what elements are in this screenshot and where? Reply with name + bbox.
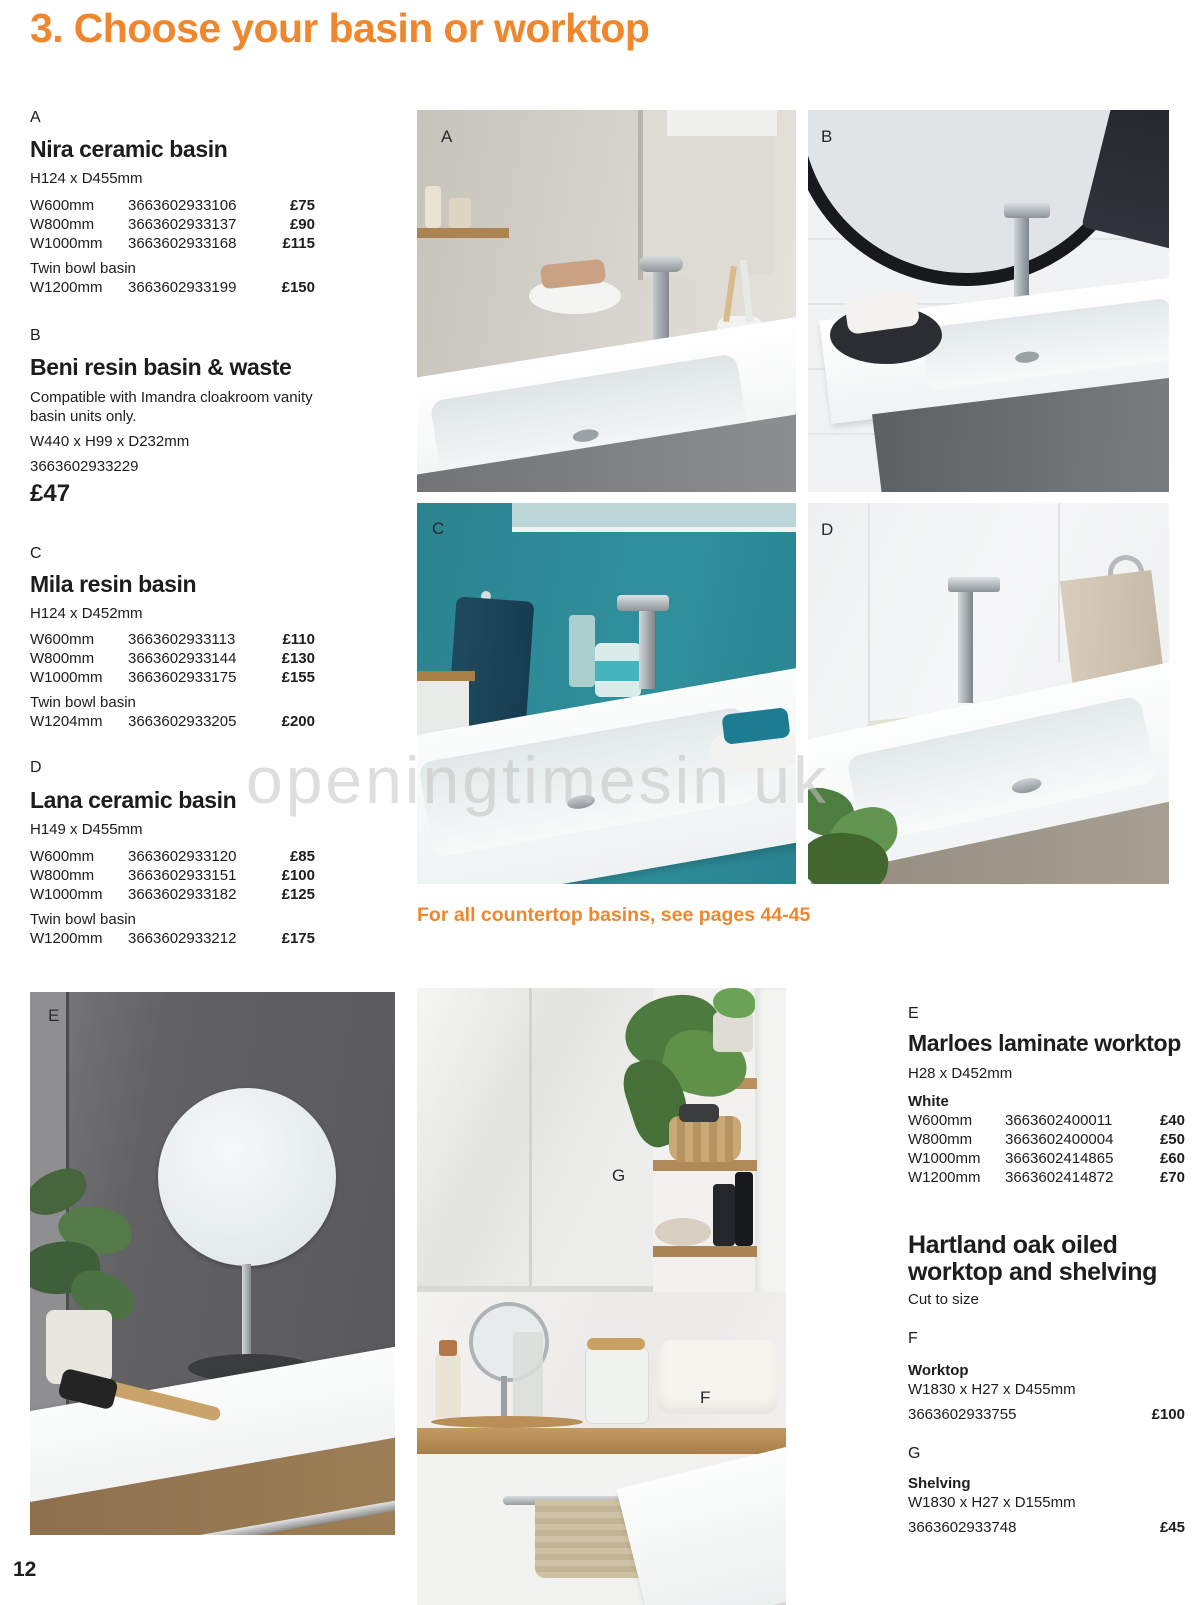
tap-spout <box>948 577 1000 592</box>
mirror-stem <box>242 1264 251 1366</box>
size: W800mm <box>30 650 95 667</box>
product-c-twin-label: Twin bowl basin <box>30 694 136 711</box>
sku: 3663602933113 <box>128 631 236 648</box>
sku: 3663602400004 <box>1005 1131 1114 1148</box>
price: £40 <box>1159 1112 1185 1129</box>
sku: 3663602933106 <box>128 197 237 214</box>
photo-marloes-worktop <box>30 992 395 1535</box>
tap-spout <box>639 256 683 272</box>
wall-cabinets <box>417 988 653 1290</box>
price: £125 <box>281 886 315 903</box>
sku: 3663602414872 <box>1005 1169 1114 1186</box>
section-d-letter: D <box>30 759 42 776</box>
sku: 3663602933120 <box>128 848 237 865</box>
photo-label-d: D <box>821 520 834 539</box>
sku: 3663602933755 <box>908 1406 1017 1423</box>
product-e-row <box>908 1130 1185 1149</box>
toiletry-bag <box>659 1340 777 1414</box>
sku: 3663602933182 <box>128 886 237 903</box>
product-e-row <box>908 1149 1185 1168</box>
basket <box>669 1116 741 1162</box>
product-c-row <box>30 630 315 649</box>
glass-bottle <box>569 615 595 687</box>
product-d-row <box>30 866 315 885</box>
product-d-name: Lana ceramic basin <box>30 787 237 813</box>
tap <box>639 599 655 689</box>
succulent <box>713 988 755 1018</box>
size: W800mm <box>30 867 95 884</box>
sku: 3663602933151 <box>128 867 237 884</box>
product-e-row <box>908 1168 1185 1187</box>
product-a-row <box>30 234 315 253</box>
price: £175 <box>281 930 315 947</box>
product-c-row <box>30 649 315 668</box>
product-a-dims: H124 x D455mm <box>30 170 143 187</box>
photo-lana-basin <box>808 503 1169 884</box>
sku: 3663602400011 <box>1005 1112 1113 1129</box>
mirror-frame <box>512 527 796 532</box>
hartland-note: Cut to size <box>908 1291 979 1308</box>
product-d-twin-label: Twin bowl basin <box>30 911 136 928</box>
product-c-row <box>30 712 315 731</box>
product-f-label: Worktop <box>908 1362 969 1379</box>
price: £130 <box>281 650 315 667</box>
size: W600mm <box>30 848 95 865</box>
jar-lid <box>587 1338 645 1350</box>
section-b-letter: B <box>30 327 41 344</box>
cabinet-door-gap <box>529 988 532 1290</box>
product-f-row <box>908 1405 1185 1424</box>
product-d-row <box>30 847 315 866</box>
photo-hartland-worktop-shelving <box>417 988 786 1605</box>
glass-bottle <box>513 1332 543 1420</box>
sku: 3663602933199 <box>128 279 237 296</box>
product-d-row <box>30 885 315 904</box>
size: W800mm <box>30 216 95 233</box>
photo-beni-basin <box>808 110 1169 492</box>
jar-label <box>595 661 641 681</box>
sku: 3663602414865 <box>1005 1150 1114 1167</box>
sku: 3663602933137 <box>128 216 237 233</box>
wood-shelf <box>417 228 509 238</box>
vanity-mirror <box>158 1088 336 1266</box>
product-a-row <box>30 215 315 234</box>
size: W600mm <box>908 1112 973 1129</box>
basin-bowl <box>921 298 1169 390</box>
product-a-twin-label: Twin bowl basin <box>30 260 136 277</box>
product-e-name: Marloes laminate worktop <box>908 1030 1181 1056</box>
price: £60 <box>1159 1150 1185 1167</box>
product-a-name: Nira ceramic basin <box>30 136 228 162</box>
page-number: 12 <box>13 1558 37 1581</box>
size: W1000mm <box>30 669 103 686</box>
price: £155 <box>281 669 315 686</box>
section-a-letter: A <box>30 109 41 126</box>
product-a-row <box>30 196 315 215</box>
tile-line <box>868 503 870 723</box>
section-e-letter: E <box>908 1005 919 1022</box>
black-bottle <box>713 1184 735 1246</box>
sku: 3663602933168 <box>128 235 237 252</box>
sku: 3663602933175 <box>128 669 237 686</box>
product-c-row <box>30 668 315 687</box>
tap <box>653 260 669 346</box>
photo-label-c: C <box>432 519 445 538</box>
bottle <box>425 186 441 228</box>
product-c-dims: H124 x D452mm <box>30 605 143 622</box>
product-e-row <box>908 1111 1185 1130</box>
photo-nira-basin <box>417 110 796 492</box>
oak-worktop <box>417 1428 786 1454</box>
dark-item <box>679 1104 719 1122</box>
photo-label-e: E <box>48 1006 60 1025</box>
cotton-jar <box>585 1346 649 1424</box>
size: W1200mm <box>908 1169 981 1186</box>
size: W1204mm <box>30 713 103 730</box>
sku: 3663602933212 <box>128 930 237 947</box>
size: W800mm <box>908 1131 973 1148</box>
tap <box>958 581 973 703</box>
jar <box>449 198 471 228</box>
bottle-cap <box>439 1340 457 1356</box>
tap-spout <box>617 595 669 611</box>
oak-shelf <box>653 1246 757 1257</box>
price: £70 <box>1159 1169 1185 1186</box>
product-b-sku: 3663602933229 <box>30 458 139 475</box>
product-g-label: Shelving <box>908 1475 971 1492</box>
product-e-finish: White <box>908 1093 949 1110</box>
price: £150 <box>281 279 315 296</box>
perfume-bottle <box>435 1354 461 1418</box>
product-a-row <box>30 278 315 297</box>
product-e-dims: H28 x D452mm <box>908 1065 1013 1082</box>
tall-cabinet <box>755 988 786 1294</box>
photo-label-a: A <box>441 127 453 146</box>
size: W1200mm <box>30 930 103 947</box>
section-f-letter: F <box>908 1330 918 1347</box>
product-b-desc: Compatible with Imandra cloakroom vanity basin units only. <box>30 389 313 425</box>
size: W1000mm <box>908 1150 981 1167</box>
product-c-name: Mila resin basin <box>30 571 197 597</box>
price: £75 <box>289 197 315 214</box>
product-f-dims: W1830 x H27 x D455mm <box>908 1381 1076 1398</box>
countertop-note: For all countertop basins, see pages 44-45 <box>417 904 811 926</box>
sku: 3663602933144 <box>128 650 237 667</box>
basin-bowl <box>418 706 760 858</box>
size: W600mm <box>30 197 95 214</box>
section-c-letter: C <box>30 545 42 562</box>
sku: 3663602933205 <box>128 713 237 730</box>
price: £85 <box>289 848 315 865</box>
sku: 3663602933748 <box>908 1519 1017 1536</box>
shell <box>655 1218 711 1246</box>
product-b-price: £47 <box>30 480 71 507</box>
price: £200 <box>281 713 315 730</box>
photo-label-f: F <box>700 1388 711 1407</box>
wood-tray <box>431 1416 583 1428</box>
price: £90 <box>289 216 315 233</box>
price: £100 <box>281 867 315 884</box>
hartland-name: Hartland oak oiled worktop and shelving <box>908 1231 1157 1286</box>
size: W1000mm <box>30 235 103 252</box>
photo-mila-basin <box>417 503 796 884</box>
black-bottle <box>735 1172 753 1246</box>
price: £100 <box>1151 1406 1185 1423</box>
drawer-handle <box>121 1497 395 1535</box>
photo-label-b: B <box>821 127 833 146</box>
mirror-strip <box>512 503 796 527</box>
plant-pot <box>713 1012 753 1052</box>
page-title: 3. Choose your basin or worktop <box>30 5 650 51</box>
watermark: openingtimesin uk <box>246 743 829 817</box>
price: £50 <box>1159 1131 1185 1148</box>
product-d-row <box>30 929 315 948</box>
photo-label-g: G <box>612 1166 626 1185</box>
price: £115 <box>282 235 315 252</box>
price: £45 <box>1159 1519 1185 1536</box>
size: W600mm <box>30 631 95 648</box>
size: W1000mm <box>30 886 103 903</box>
product-b-dims: W440 x H99 x D232mm <box>30 433 190 450</box>
mirror-edge <box>667 110 777 136</box>
product-g-row <box>908 1518 1185 1537</box>
price: £110 <box>282 631 315 648</box>
product-d-dims: H149 x D455mm <box>30 821 143 838</box>
section-g-letter: G <box>908 1445 921 1462</box>
product-b-name: Beni resin basin & waste <box>30 354 292 380</box>
size: W1200mm <box>30 279 103 296</box>
product-g-dims: W1830 x H27 x D155mm <box>908 1494 1076 1511</box>
wood-counter-edge <box>417 671 475 681</box>
tap-spout <box>1004 202 1050 218</box>
